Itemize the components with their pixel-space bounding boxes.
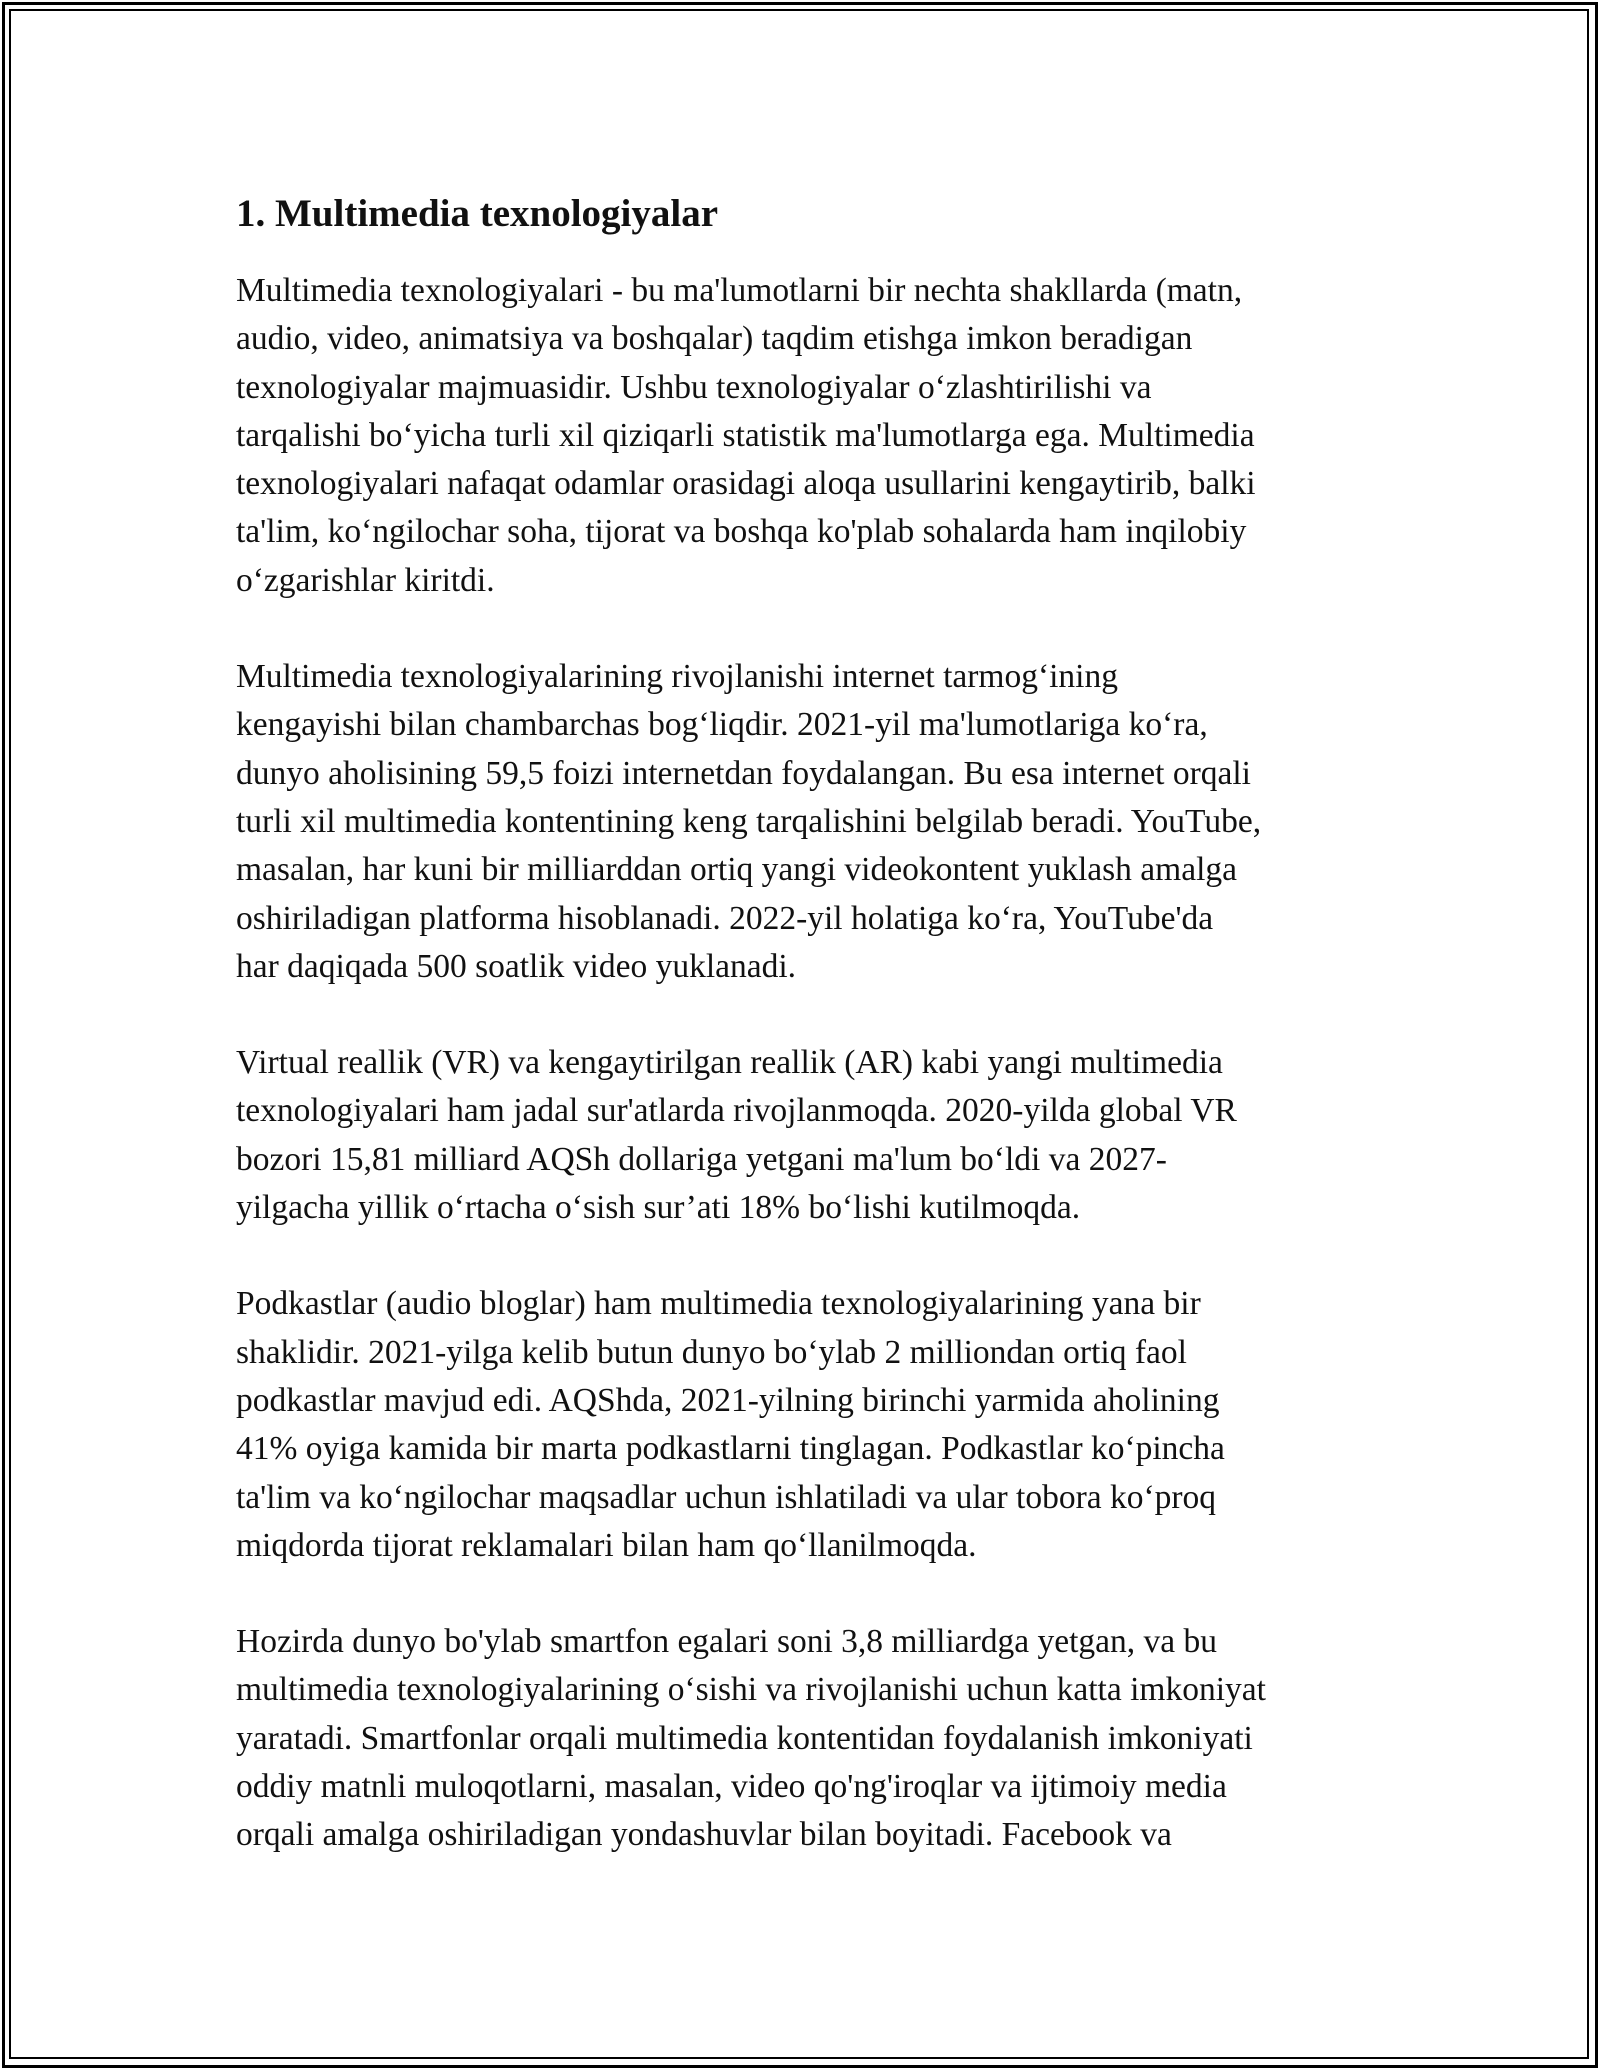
text-line: texnologiyalari ham jadal sur'atlarda rivojlanmoqda. 2020-yilda global VR [236,1092,1237,1130]
text-line: oʻzgarishlar kiritdi. [236,561,495,599]
text-line: ta'lim, koʻngilochar soha, tijorat va boshqa ko'plab sohalarda ham inqilobiy [236,513,1247,551]
text-line: texnologiyalari nafaqat odamlar orasidagi aloqa usullarini kengaytirib, balki [236,465,1256,503]
text-line: masalan, har kuni bir milliarddan ortiq yangi videokontent yuklash amalga [236,851,1238,889]
text-line: Virtual reallik (VR) va kengaytirilgan reallik (AR) kabi yangi multimedia [236,1044,1223,1082]
text-line: Podkastlar (audio bloglar) ham multimedia texnologiyalarining yana bir [236,1285,1201,1323]
text-line: Multimedia texnologiyalarining rivojlanishi internet tarmogʻining [236,658,1118,696]
text-line: Multimedia texnologiyalari - bu ma'lumotlarni bir nechta shakllarda (matn, [236,272,1243,309]
text-line: audio, video, animatsiya va boshqalar) taqdim etishga imkon beradigan [236,320,1193,358]
paragraph [236,1618,1396,1859]
text-line: kengayishi bilan chambarchas bogʻliqdir. 2021-yil ma'lumotlariga koʻra, [236,706,1208,744]
section-heading: 1. Multimedia texnologiyalar [236,192,719,235]
text-line: oshiriladigan platforma hisoblanadi. 2022-yil holatiga koʻra, YouTube'da [236,899,1214,937]
text-line: orqali amalga oshiriladigan yondashuvlar bilan boyitadi. Facebook va [236,1816,1172,1854]
text-line: tarqalishi boʻyicha turli xil qiziqarli statistik ma'lumotlarga ega. Multimedia [236,416,1255,454]
text-line: Hozirda dunyo bo'ylab smartfon egalari soni 3,8 milliardga yetgan, va bu [236,1623,1218,1661]
document-body [236,186,1396,1908]
text-line: turli xil multimedia kontentining keng tarqalishini belgilab beradi. YouTube, [236,802,1262,840]
text-line: texnologiyalar majmuasidir. Ushbu texnologiyalar oʻzlashtirilishi va [236,368,1152,406]
text-line: har daqiqada 500 soatlik video yuklanadi. [236,947,797,985]
text-line: ta'lim va koʻngilochar maqsadlar uchun ishlatiladi va ular tobora koʻproq [236,1478,1217,1516]
paragraph-container [236,267,1396,1860]
text-line: oddiy matnli muloqotlarni, masalan, video qo'ng'iroqlar va ijtimoiy media [236,1768,1227,1806]
paragraph [236,1039,1396,1232]
text-line: dunyo aholisining 59,5 foizi internetdan foydalangan. Bu esa internet orqali [236,754,1251,792]
text-line: yaratadi. Smartfonlar orqali multimedia kontentidan foydalanish imkoniyati [236,1719,1253,1757]
text-line: bozori 15,81 milliard AQSh dollariga yetgani ma'lum boʻldi va 2027- [236,1140,1167,1178]
paragraph [236,653,1396,991]
text-line: multimedia texnologiyalarining oʻsishi va rivojlanishi uchun katta imkoniyat [236,1671,1266,1709]
text-line: podkastlar mavjud edi. AQShda, 2021-yilning birinchi yarmida aholining [236,1381,1220,1419]
paragraph [236,1280,1396,1570]
text-line: yilgacha yillik oʻrtacha oʻsish sur’ati 18% boʻlishi kutilmoqda. [236,1189,1081,1227]
text-line: 41% oyiga kamida bir marta podkastlarni tinglagan. Podkastlar koʻpincha [236,1430,1225,1468]
paragraph [236,267,1396,605]
text-line: miqdorda tijorat reklamalari bilan ham qoʻllanilmoqda. [236,1526,977,1564]
text-line: shaklidir. 2021-yilga kelib butun dunyo boʻylab 2 milliondan ortiq faol [236,1333,1187,1371]
